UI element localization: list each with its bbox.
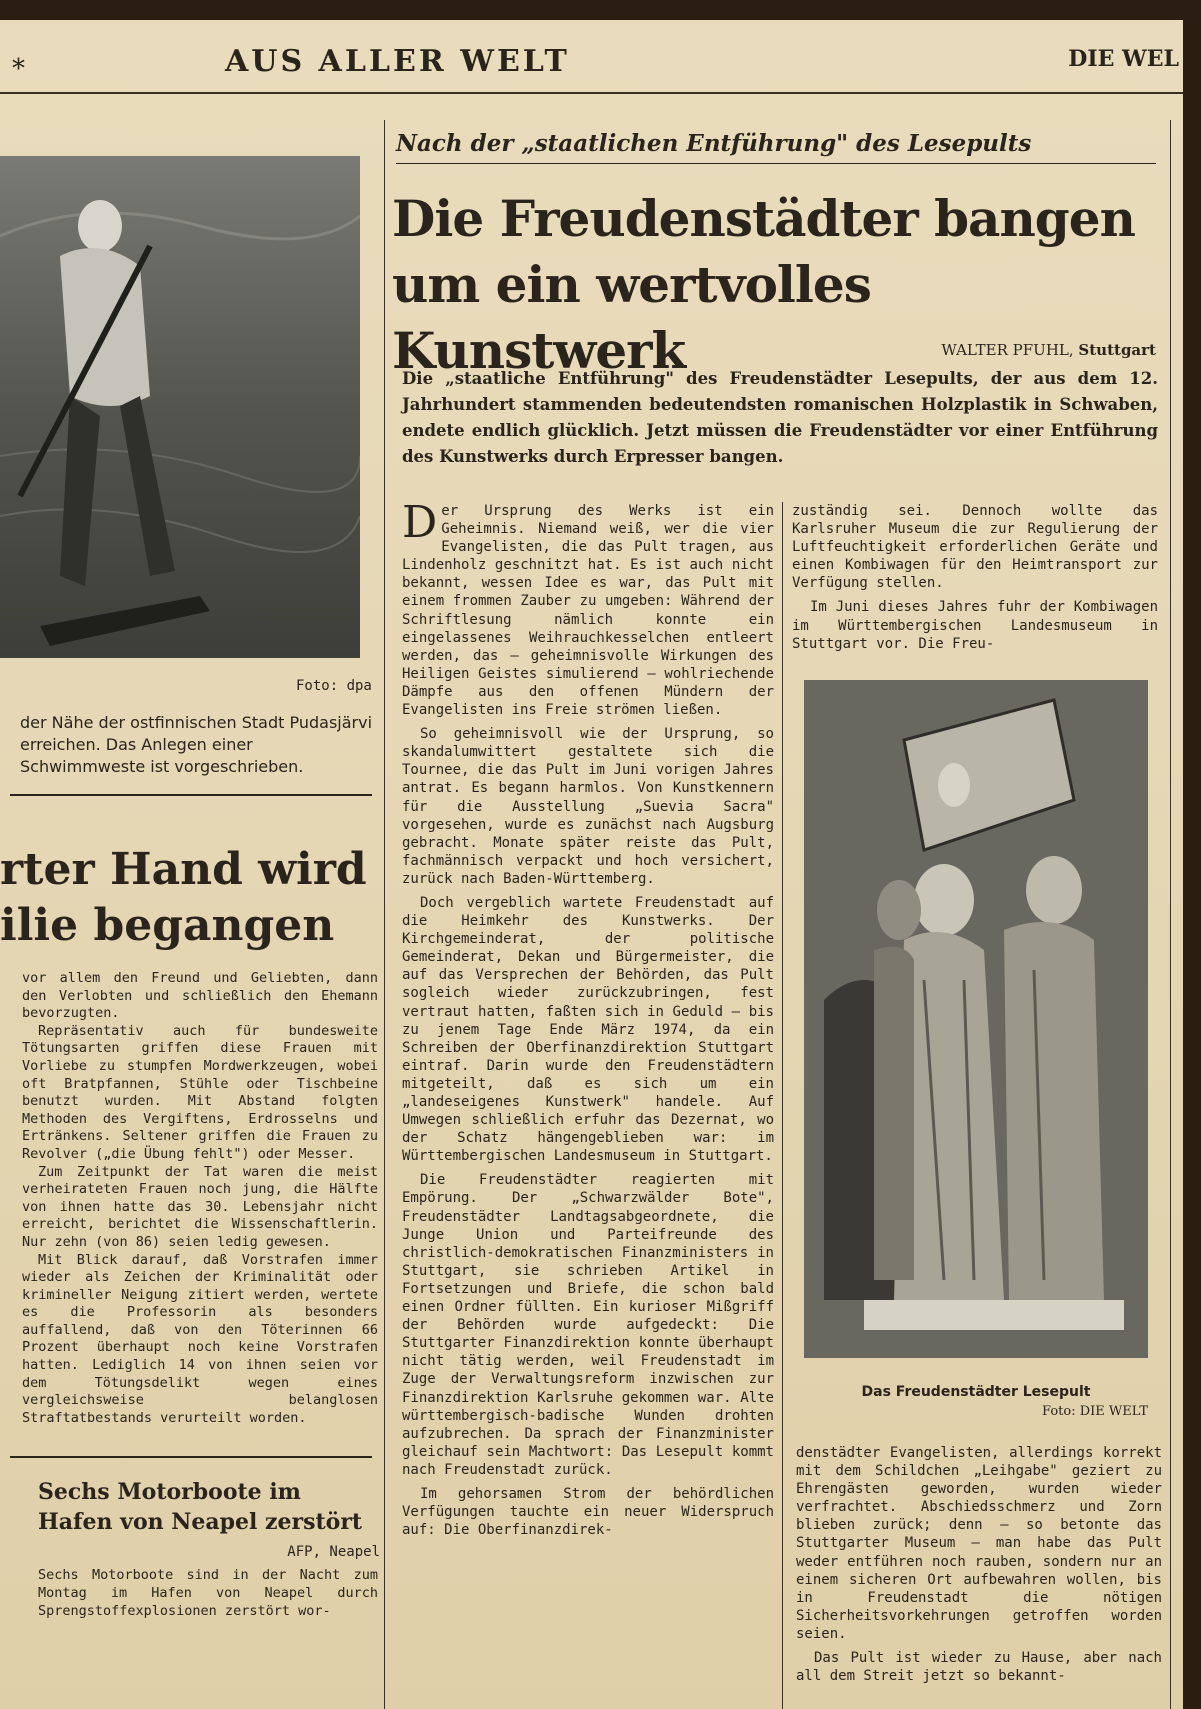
article-column-1 (402, 497, 774, 1545)
paragraph-text: er Ursprung des Werks ist ein Geheimnis. Niemand weiß, wer die vier Evangelisten, die das Pult tragen, aus Lindenholz geschnitzt hat. Es ist auch nicht bekannt, wessen Idee es war, das Pult mit einem frommen Zauber zu umgeben: Während der Schriftlesung nämlich konnte ein eingelassenes Weihrauchkesselchen entleert werden, das — geheimnisvolle Wirkungen des Heiligen Geistes simulierend — wohlriechende Dämpfe aus den offenen Mündern der Evangelisten ins Freie strömen ließen. (402, 503, 774, 719)
newspaper-name: DIE WEL (1068, 46, 1179, 72)
byline-author: WALTER PFUHL, (941, 341, 1074, 359)
paragraph: zuständig sei. Dennoch wollte das Karlsruher Museum die zur Regulierung der Luftfeuchtigkeit erforderlichen Geräte und einen Kombiwagen für den Heimtransport zur Verfügung stellen. (792, 503, 1158, 592)
paragraph: Zum Zeitpunkt der Tat waren die meist verheirateten Frauen noch jung, die Hälfte von ihnen hatte das 30. Lebensjahr nicht erreicht, berichtet die Wissenschaftlerin. Nur zehn (von 86) seien ledig gewesen. (22, 1163, 378, 1250)
byline-place: Stuttgart (1078, 341, 1156, 359)
photo-caption: der Nähe der ostfinnischen Stadt Pudasjärvi erreichen. Das Anlegen einer Schwimmweste ist vorgeschrieben. (20, 713, 373, 776)
article-column-2-continued (796, 1444, 1162, 1691)
left-article-body (22, 970, 378, 1427)
photo-credit: Foto: dpa (296, 678, 372, 694)
left-headline (0, 842, 380, 954)
paragraph: Die Freudenstädter reagierten mit Empörung. Der „Schwarzwälder Bote", Freudenstädter Landtagsabgeordnete, die Junge Union und Parteifreunde des christlich-demokratischen Finanzministers in Stuttgart, sie schrieben Artikel in Fortsetzungen und Briefe, die schon bald einen Ordner füllten. Ein kurioser Mißgriff der Behörden wurde aufgedeckt: Die Stuttgarter Finanzdirektion konnte überhaupt nicht tätig werden, weil Freudenstadt im Zuge der Verwaltungsreform inzwischen zur Finanzdirektion Karlsruhe gekommen war. Alte württembergisch-badische Wunden drohten aufzubrechen. Da sprach der Finanzminister gleichauf sein Machtwort: Das Lesepult kommt nach Freudenstadt zurück. (402, 1172, 774, 1478)
article-byline (941, 341, 1156, 359)
headline-line2: um ein wertvolles Kunstwerk (392, 255, 871, 380)
divider (10, 1456, 372, 1458)
article-lead: Die „staatliche Entführung" des Freudenstädter Lesepults, der aus dem 12. Jahrhundert stammenden bedeutendsten romanischen Holzplastik in Schwaben, endete endlich glücklich. Jetzt müssen die Freudenstädter vor einer Entführung des Kunstwerks durch Erpresser bangen. (402, 369, 1158, 466)
left-column (0, 94, 382, 1709)
paragraph: Das Pult ist wieder zu Hause, aber nach all dem Streit jetzt so bekannt- (796, 1650, 1162, 1685)
column-rule (384, 120, 385, 1709)
left-headline-line2: ilie begangen (0, 900, 335, 951)
left-article-body-2: Sechs Motorboote sind in der Nacht zum Montag im Hafen von Neapel durch Sprengstoffexplosionen zerstört wor- (38, 1567, 378, 1619)
main-article (392, 94, 1168, 1709)
left-headline-2: Sechs Motorboote im Hafen von Neapel zerstört (38, 1479, 363, 1535)
section-header (0, 20, 1183, 94)
paragraph: Repräsentativ auch für bundesweite Tötungsarten griffen diese Frauen mit Vorliebe zu stumpfen Mordwerkzeugen, wobei oft Bratpfannen, Stühle oder Tischbeine benutzt wurden. Mit Abstand folgten Methoden des Vergiftens, Erdrosselns und Ertränkens. Seltener griffen die Frauen zu Revolver („die Übung fehlt") oder Messer. (22, 1022, 378, 1162)
paragraph: denstädter Evangelisten, allerdings korrekt mit dem Schildchen „Leihgabe" geziert zu Ehrengästen geworden, wurden wieder verfrachtet. Abschiedsschmerz und Zorn blieben zurück; denn — so betonte das Stuttgarter Museum — man habe das Pult weder entführen noch rauben, sondern nur an einem sicheren Ort aufbewahren wollen, bis in Freudenstadt die nötigen Sicherheitsvorkehrungen getroffen worden seien. (796, 1445, 1162, 1642)
paragraph: So geheimnisvoll wie der Ursprung, so skandalumwittert gestaltete sich die Tournee, die das Pult im Juni vorigen Jahres antrat. Es begann harmlos. Von Kunstkennern für die Ausstellung „Suevia Sacra" vorgesehen, wurde es zunächst nach Augsburg gebracht. Monate später reiste das Pult, fachmännisch verpackt und hoch versichert, zurück nach Baden-Württemberg. (402, 726, 774, 887)
lectern-photo (804, 680, 1148, 1358)
left-byline-2: AFP, Neapel (287, 1544, 380, 1560)
paragraph (402, 497, 774, 719)
column-rule (782, 502, 783, 1709)
paragraph: Doch vergeblich wartete Freudenstadt auf die Heimkehr des Kunstwerks. Der Kirchgemeinderat, der politische Gemeinderat, Dekan und Bürgermeister, die auf das Versprechen der Behörden, das Pult sogleich wieder zurückzubringen, fest vertraut hatten, faßten sich in Geduld — bis zu jenem Tage Ende März 1974, da ein Schreiben der Oberfinanzdirektion Stuttgart eintraf. Darin wurde den Freudenstädtern mitgeteilt, daß es sich um ein „landeseigenes Kunstwerk" handele. Auf Umwegen schließlich erfuhr das Dezernat, wo der Schatz hängengeblieben war: im Württembergischen Landesmuseum in Stuttgart. (402, 894, 774, 1165)
newspaper-clipping (0, 20, 1183, 1709)
paragraph: vor allem den Freund und Geliebten, dann den Verlobten und schließlich den Ehemann bevorzugten. (22, 970, 378, 1022)
lectern-photo-credit: Foto: DIE WELT (1042, 1404, 1148, 1419)
headline-line1: Die Freudenstädter bangen (392, 189, 1135, 248)
lectern-photo-caption: Das Freudenstädter Lesepult (861, 1384, 1091, 1400)
article-kicker: Nach der „staatlichen Entführung" des Lesepults (396, 130, 1156, 164)
section-title: AUS ALLER WELT (225, 44, 570, 79)
paragraph: Mit Blick darauf, daß Vorstrafen immer wieder als Zeichen der Kriminalität oder krimineller Neigung zitiert werden, wertete es die Professorin als besonders auffallend, daß von den Töterinnen 66 Prozent überhaupt noch keine Vorstrafen hatten. Lediglich 14 von ihnen seien vor dem Tötungsdelikt wegen eines vergleichsweise belanglosen Straftatbestands verurteilt worden. (22, 1251, 378, 1426)
drop-cap: D (402, 497, 438, 548)
divider (10, 794, 372, 796)
left-headline-line1: rter Hand wird (0, 844, 367, 895)
article-column-2 (792, 502, 1158, 659)
lake-photo (0, 156, 360, 658)
star-mark: * (12, 54, 25, 84)
paragraph: Im Juni dieses Jahres fuhr der Kombiwagen im Württembergischen Landesmuseum in Stuttgart vor. Die Freu- (792, 599, 1158, 652)
paragraph: Im gehorsamen Strom der behördlichen Verfügungen tauchte ein neuer Widerspruch auf: Die Oberfinanzdirek- (402, 1485, 774, 1539)
column-rule (1170, 120, 1171, 1709)
